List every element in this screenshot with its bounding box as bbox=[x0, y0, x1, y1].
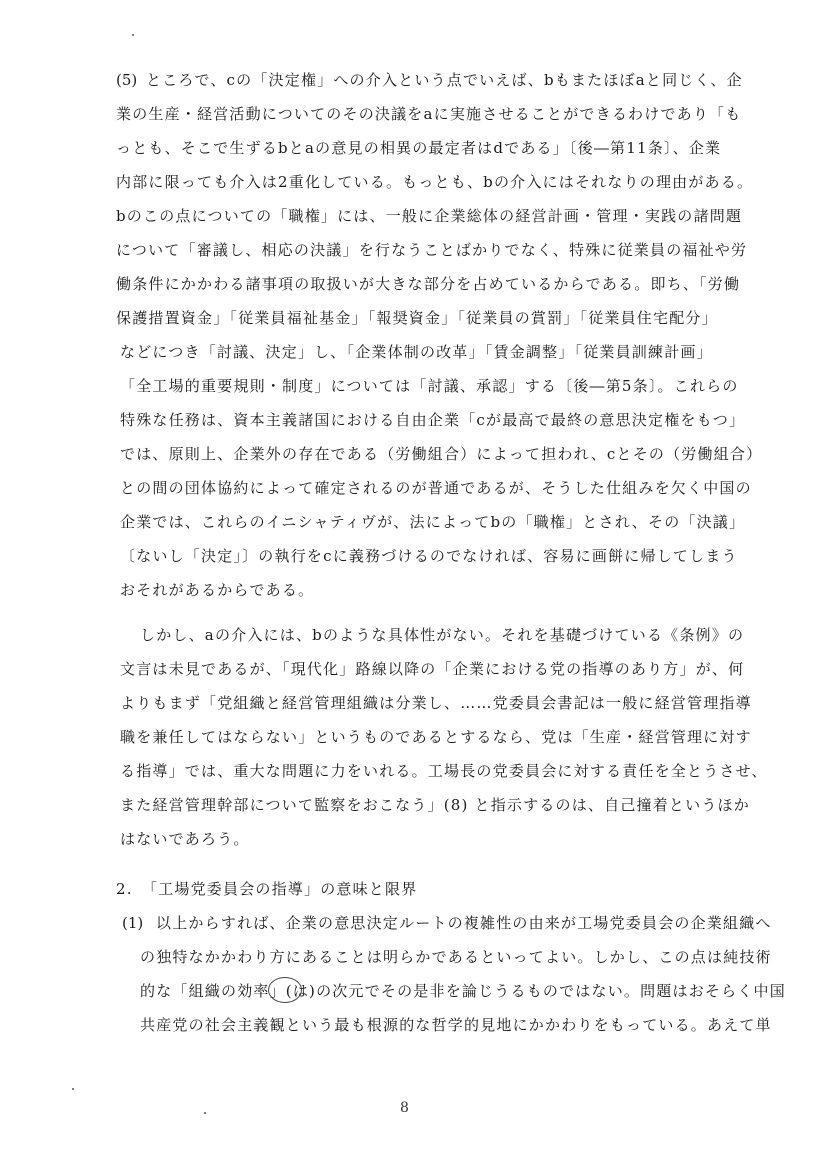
scan-speck bbox=[204, 1112, 206, 1114]
section-2-1-line-3: 的な「組織の効率」(は)の次元でその是非を論じうるものではない。問題はおそらく中国 bbox=[140, 982, 786, 1000]
section-2-1-line-4: 共産党の社会主義観という最も根源的な哲学的見地にかかわりをもっている。あえて単 bbox=[140, 1016, 772, 1034]
section-5-line-15: 〔ないし「決定」〕の執行をcに義務づけるのでなければ、容易に画餅に帰してしまう bbox=[120, 547, 738, 565]
section-5-line-14: 企業では、これらのイニシャティヴが、法によってbの「職権」とされ、その「決議」 bbox=[120, 513, 746, 531]
page-number: 8 bbox=[400, 1100, 409, 1116]
section-5-line-3: っとも、そこで生ずるbとaの意見の相異の最定者はdである」〔後―第11条〕、企業 bbox=[116, 139, 722, 157]
scan-speck bbox=[72, 1088, 74, 1090]
section-5-line-8: 保護措置資金」「従業員福祉基金」「報奨資金」「従業員の賞罰」「従業員住宅配分」 bbox=[116, 309, 718, 327]
paragraph-2-line-5: る指導」では、重大な問題に力をいれる。工場長の党委員会に対する責任を全とうさせ、 bbox=[120, 762, 768, 780]
scan-speck bbox=[132, 34, 134, 36]
section-2-title: 「工場党委員会の指導」の意味と限界 bbox=[142, 880, 418, 898]
paragraph-2-line-1: しかし、aの介入には、bのような具体性がない。それを基礎づけている《条例》の bbox=[140, 626, 745, 644]
section-5-line-10: 「全工場的重要規則・制度」については「討議、承認」する〔後―第5条〕。これらの bbox=[120, 377, 739, 395]
paragraph-2-line-3: よりもまず「党組織と経営管理組織は分業し、……党委員会書記は一般に経営管理指導 bbox=[120, 694, 752, 712]
section-2-1-line-2: の独特なかかわり方にあることは明らかであるといってよい。しかし、この点は純技術 bbox=[140, 948, 772, 966]
section-5-line-7: 働条件にかかわる諸事項の取扱いが大きな部分を占めているからである。即ち、「労働 bbox=[116, 275, 741, 293]
paragraph-2-line-2: 文言は未見であるが、「現代化」路線以降の「企業における党の指導のあり方」が、何 bbox=[120, 660, 745, 678]
section-2-number: 2. bbox=[116, 880, 133, 898]
section-5-line-9: などにつき「討議、決定」し、「企業体制の改革」「賃金調整」「従業員訓練計画」 bbox=[120, 343, 713, 361]
section-5-line-13: との間の団体協約によって確定されるのが普通であるが、そうした仕組みを欠く中国の bbox=[120, 479, 752, 497]
section-5-line-1: ところで、cの「決定権」への介入という点でいえば、bもまたほぼaと同じく、企 bbox=[146, 71, 743, 89]
section-5-line-4: 内部に限っても介入は2重化している。もっとも、bの介入にはそれなりの理由がある。 bbox=[116, 173, 754, 191]
section-2-1-line-1: 以上からすれば、企業の意思決定ルートの複雑性の由来が工場党委員会の企業組織へ bbox=[156, 914, 772, 932]
section-5-line-12: では、原則上、企業外の存在である（労働組合）によって担われ、cとその（労働組合） bbox=[120, 445, 763, 463]
section-5-marker: (5) bbox=[116, 71, 138, 89]
paragraph-2-line-7: はないであろう。 bbox=[120, 830, 250, 848]
section-5-line-11: 特殊な任務は、資本主義諸国における自由企業「cが最高で最終の意思決定権をもつ」 bbox=[120, 411, 746, 429]
section-5-line-16: おそれがあるからである。 bbox=[120, 581, 315, 599]
paragraph-2-line-4: 職を兼任してはならない」というものであるとするなら、党は「生産・経営管理に対す bbox=[120, 728, 752, 746]
paragraph-2-line-6: また経営管理幹部について監察をおこなう」(8) と指示するのは、自己撞着というほか bbox=[120, 796, 750, 814]
section-5-line-5: bのこの点についての「職権」には、一般に企業総体の経営計画・管理・実践の諸問題 bbox=[116, 207, 743, 225]
section-5-line-6: について「審議し、相応の決議」を行なうことばかりでなく、特殊に従業員の福祉や労 bbox=[116, 241, 748, 259]
section-5-line-2: 業の生産・経営活動についてのその決議をaに実施させることができるわけであり「も bbox=[116, 105, 742, 123]
section-2-1-marker: (1) bbox=[122, 914, 144, 932]
